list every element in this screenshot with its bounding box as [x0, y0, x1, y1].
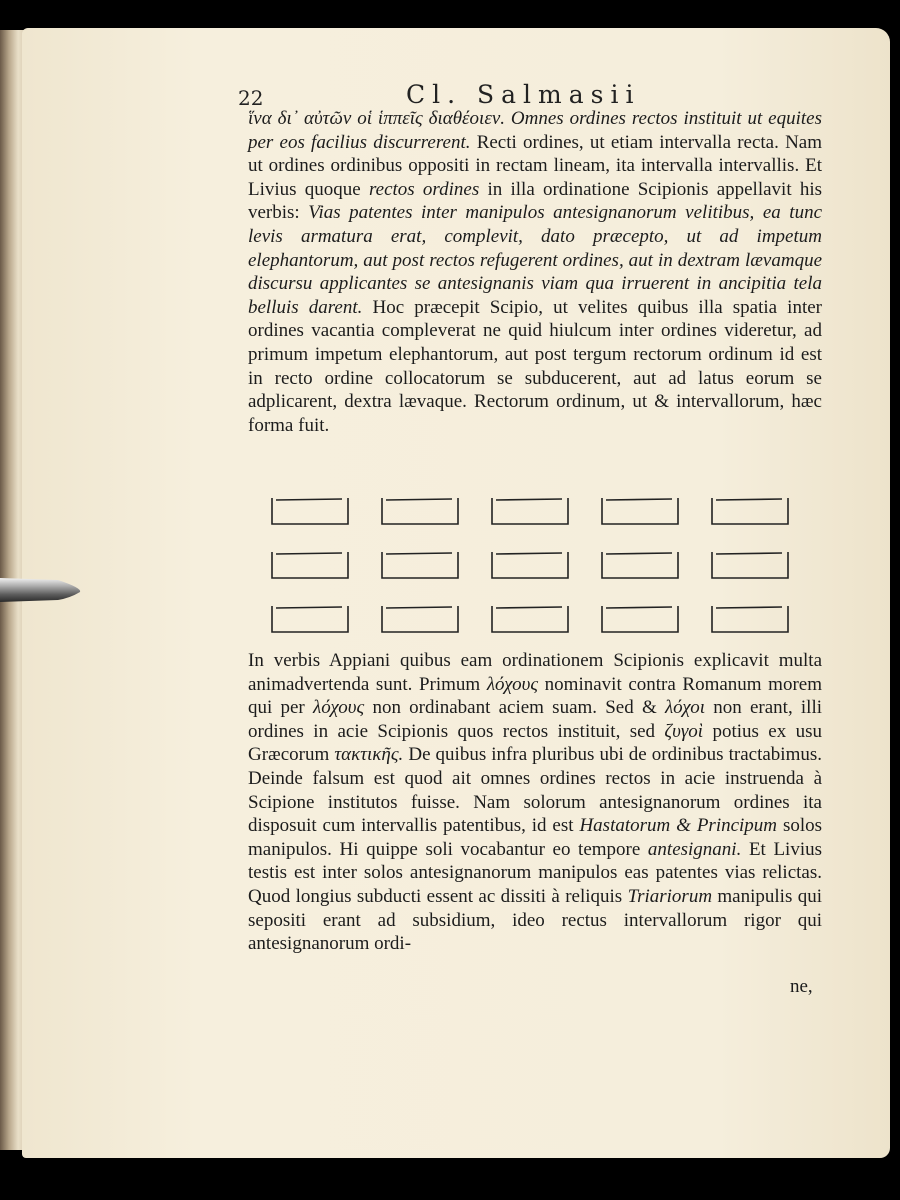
formation-ordo — [712, 552, 788, 578]
greek-phrase: ἵνα δι᾽ αὐτῶν οἱ ἱππεῖς διαθέοιεν. — [248, 108, 505, 129]
italic-text: Triariorum — [627, 885, 713, 907]
body-text: non erant, illi ordines in acie Scipionis quos rectos instituit, sed — [248, 697, 823, 742]
formation-ordo — [492, 552, 568, 578]
greek-word: λόχους — [486, 673, 539, 695]
formation-ordo — [492, 498, 568, 524]
body-text: Et Livius testis est inter solos antesignanorum manipulos eas patentes vias relictas. Quod longius subducti essent ac dissiti à reliquis — [248, 838, 823, 907]
italic-text: Hastatorum & Principum — [579, 815, 778, 837]
livy-quotation: Vias patentes inter manipulos antesignanorum velitibus, ea tunc levis armatura erat, complevit, dato præcepto, ut ad impetum elephantorum, aut post rectos refugerent ordines, aut in dextram lævamque discursu applicantes se antesignanis viam qua irruerent in ancipitia tela belluis darent. — [248, 202, 823, 318]
body-text: non ordinabant aciem suam. Sed & — [372, 697, 657, 719]
formation-ordo — [712, 498, 788, 524]
body-text: Recti ordines, ut etiam intervalla recta. Nam ut ordines ordinibus oppositi in rectam lineam, ita intervalla intervallis. Et Livius quoque — [248, 131, 822, 200]
paragraph-1 — [248, 107, 822, 437]
italic-text: rectos ordines — [368, 178, 480, 200]
body-text: in illa ordinatione Scipionis appellavit his verbis: — [248, 178, 823, 224]
paragraph-2 — [248, 649, 822, 956]
catchword: ne, — [790, 976, 813, 997]
formation-ordo — [382, 498, 458, 524]
body-text: solos manipulos. Hi quippe soli vocabantur eo tempore — [248, 815, 823, 860]
formation-ordo — [712, 606, 788, 632]
running-head: Cl. Salmasii — [406, 80, 641, 109]
formation-ordo — [272, 552, 348, 578]
formation-ordo — [272, 498, 348, 524]
body-text: manipulis qui sepositi erant ad subsidium, ideo rectus intervallorum rigor qui antesignanorum ordi- — [248, 885, 822, 955]
body-text: De quibus infra pluribus ubi de ordinibus tractabimus. Deinde falsum est quod ait omnes ordines rectos in acie instruenda à Scipione institutos fuisse. Nam solorum antesignanorum ordines ita disposuit cum intervallis patentibus, id est — [248, 744, 822, 837]
formation-ordo — [602, 606, 678, 632]
formation-ordo — [382, 606, 458, 632]
formation-diagram — [262, 488, 812, 638]
greek-word: λόχοι — [664, 697, 706, 719]
body-text: nominavit contra Romanum morem qui per — [248, 673, 822, 719]
formation-ordo — [602, 552, 678, 578]
formation-ordo — [272, 606, 348, 632]
greek-word: λόχους — [312, 697, 365, 719]
body-text: Hoc præcepit Scipio, ut velites quibus illa spatia inter ordines vacantia compleverat ne quid hiulcum inter ordines videretur, ad primum impetum elephantorum, aut post tergum rectorum ordinum id est in recto ordine collocatorum se subducerent, aut ad latus eorum se adplicarent, dextra lævaque. Rectorum ordinum, ut & intervallorum, hæc forma fuit. — [248, 296, 823, 436]
greek-word: ζυγοὶ — [664, 720, 704, 742]
formation-ordo — [382, 552, 458, 578]
page-weight-pin — [0, 572, 82, 608]
italic-text: antesignani. — [647, 838, 742, 860]
body-text: In verbis Appiani quibus eam ordinationem Scipionis explicavit multa animadvertenda sunt. Primum — [248, 650, 822, 695]
page-number: 22 — [238, 86, 264, 110]
italic-text: Omnes ordines rectos instituit ut equites per eos facilius discurrerent. — [248, 108, 822, 153]
formation-ordo — [492, 606, 568, 632]
formation-ordo — [602, 498, 678, 524]
body-text: potius ex usu Græcorum — [248, 720, 822, 766]
greek-word: τακτικῆς. — [334, 744, 404, 766]
